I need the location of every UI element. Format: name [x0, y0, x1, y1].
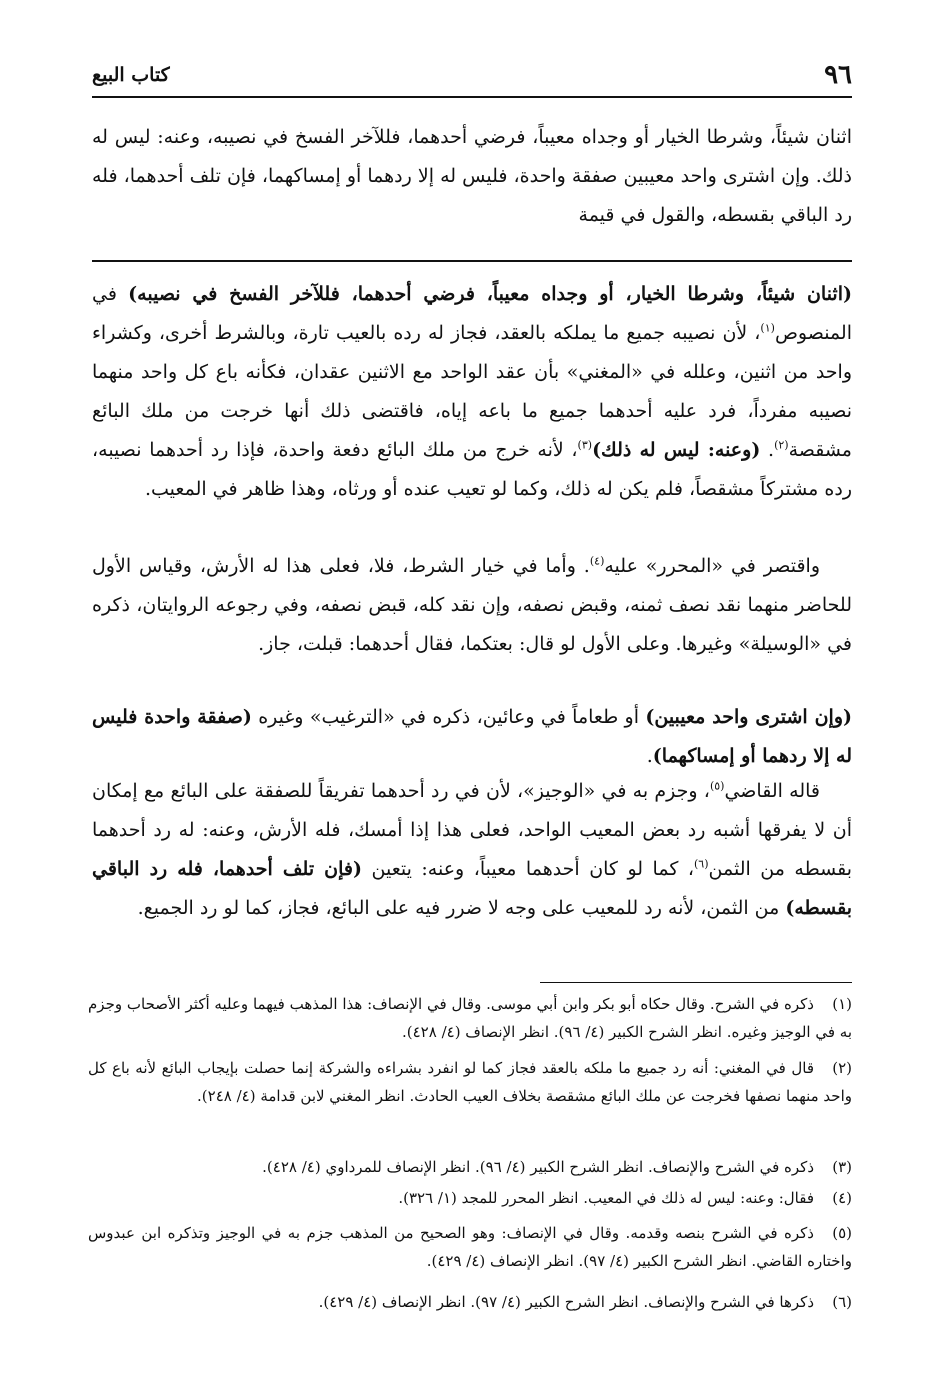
sharh-text: ، وجزم به في «الوجيز»، لأن في رد أحدهما تفريقاً للصفقة على البائع مع إمكان أن لا يفرقها أشبه رد بعض المعيب الواحد، فعلى هذا إذا أمسك، فله الأرش، وعنه: له رد أحدهما بقسطه من الثمن — [92, 780, 853, 880]
sharh-paragraph-1 — [92, 275, 852, 509]
footnote-5 — [88, 1219, 852, 1275]
sharh-paragraph-4 — [92, 772, 852, 928]
footnote-number: (٤) — [832, 1189, 852, 1207]
footnote-text: ذكرها في الشرح والإنصاف. انظر الشرح الكبير (٤/ ٩٧). انظر الإنصاف (٤/ ٤٢٩). — [318, 1293, 814, 1311]
sharh-paragraph-3 — [92, 698, 852, 776]
footnote-ref[interactable]: (٥) — [709, 779, 725, 793]
matn-sharh-divider — [92, 260, 852, 262]
footnote-text: ذكره في الشرح والإنصاف. انظر الشرح الكبير (٤/ ٩٦). انظر الإنصاف للمرداوي (٤/ ٤٢٨). — [262, 1158, 814, 1176]
footnote-3 — [88, 1153, 852, 1181]
footnote-ref[interactable]: (٦) — [694, 857, 709, 871]
sharh-text: . — [646, 745, 653, 767]
matn-quote: (وإن اشترى واحد معيبين) — [645, 706, 852, 728]
footnote-ref[interactable]: (٢) — [774, 438, 789, 452]
page-header — [92, 58, 852, 96]
matn-quote: (اثنان شيئاً، وشرطا الخيار، أو وجداه معيباً، فرضي أحدهما، فللآخر الفسخ في نصيبه) — [128, 283, 852, 305]
matn-quote: (وعنه: ليس له ذلك) — [592, 439, 761, 461]
matn-quote: (صفقة واحدة فليس له إلا ردهما أو إمساكهما) — [92, 706, 852, 767]
footnote-number: (١) — [832, 995, 852, 1013]
footnote-ref[interactable]: (٣) — [577, 438, 593, 452]
sharh-text: ، كما لو كان أحدهما معيباً، وعنه: يتعين — [362, 858, 694, 880]
sharh-text: ، لأن نصيبه جميع ما يملكه بالعقد، فجاز له رده بالعيب تارة، وبالشرط أخرى، وكشراء واحد من اثنين، وعلله في «المغني» بأن عقد الواحد مع الاثنين عقدان، فكأنه باع كل واحد منهما نصيبه مفرداً، فرد عليه أحدهما جميع ما باعه إياه، فاقتضى ذلك أنها خرجت من ملك البائع مشقصة — [92, 322, 852, 461]
footnote-ref[interactable]: (١) — [760, 321, 775, 335]
sharh-text: من الثمن، لأنه رد للمعيب على وجه لا ضرر فيه على البائع، فجاز، كما لو رد الجميع. — [137, 897, 786, 919]
sharh-text: . — [760, 439, 775, 461]
sharh-text: ، لأنه خرج من ملك البائع دفعة واحدة، فإذا رد أحدهما نصيبه، رده مشتركاً مشقصاً، فلم يكن له ذلك، وكما لو تعيب عنده أو ورثاه، وهذا ظاهر في المعيب. — [92, 439, 852, 500]
footnote-number: (٣) — [832, 1158, 852, 1176]
footnote-number: (٦) — [832, 1293, 852, 1311]
footnote-text: قال في المغني: أنه رد جميع ما ملكه بالعقد فجاز كما لو انفرد بشراءه والشركة إنما حصلت بإيجاب البائع لأنه باع كل واحد منهما نصفها فخرجت عن ملك البائع مشقصة بخلاف العيب الحادث. انظر المغني لابن قدامة (٤/ ٢٤٨). — [88, 1059, 852, 1105]
footnote-2 — [88, 1054, 852, 1110]
matn-quote: (فإن تلف أحدهما، فله رد الباقي بقسطه) — [92, 858, 852, 919]
sharh-text: قاله القاضي — [724, 780, 820, 802]
sharh-text: واقتصر في «المحرر» عليه — [604, 555, 820, 577]
footnote-6 — [88, 1288, 852, 1316]
running-title: كتاب البيع — [92, 64, 170, 86]
sharh-text: . وأما في خيار الشرط، فلا، فعلى هذا له الأرش، وقياس الأول للحاضر منهما نقد نصف ثمنه، وقبض نصفه، وإن نقد كله، قبض نصفه، وفي رجوعه الروايتان، ذكره في «الوسيلة» وغيرها. وعلى الأول لو قال: بعتكما، فقال أحدهما: قبلت، جاز. — [92, 555, 852, 655]
footnote-number: (٥) — [832, 1224, 852, 1242]
sharh-text: في المنصوص — [92, 283, 852, 344]
page-number: ٩٦ — [824, 60, 852, 90]
matn-text: اثنان شيئاً، وشرطا الخيار أو وجداه معيباً، فرضي أحدهما، فللآخر الفسخ في نصيبه، وعنه: ليس له ذلك. وإن اشترى واحد معيبين صفقة واحدة، فليس له إلا ردهما أو إمساكهما، فإن تلف أحدهما، فله رد الباقي بقسطه، والقول في قيمة — [92, 126, 852, 226]
sharh-text: أو طعاماً في وعائين، ذكره في «الترغيب» وغيره — [251, 706, 646, 728]
footnote-1 — [88, 990, 852, 1046]
footnote-ref[interactable]: (٤) — [589, 554, 605, 568]
sharh-paragraph-2 — [92, 547, 852, 664]
footnote-text: ذكره في الشرح. وقال حكاه أبو بكر وابن أبي موسى. وقال في الإنصاف: هذا المذهب فيهما وعليه أكثر الأصحاب وجزم به في الوجيز وغيره. انظر الشرح الكبير (٤/ ٩٦). انظر الإنصاف (٤/ ٤٢٨). — [88, 995, 852, 1041]
footnotes-divider — [540, 982, 852, 983]
footnote-4 — [88, 1184, 852, 1212]
footnote-number: (٢) — [832, 1059, 852, 1077]
footnote-text: ذكره في الشرح بنصه وقدمه. وقال في الإنصاف: وهو الصحيح من المذهب جزم به في الوجيز وتذكره ابن عبدوس واختاره القاضي. انظر الشرح الكبير (٤/ ٩٧). انظر الإنصاف (٤/ ٤٢٩). — [88, 1224, 852, 1270]
header-divider — [92, 96, 852, 98]
footnote-text: فقال: وعنه: ليس له ذلك في المعيب. انظر المحرر للمجد (١/ ٣٢٦). — [398, 1189, 814, 1207]
